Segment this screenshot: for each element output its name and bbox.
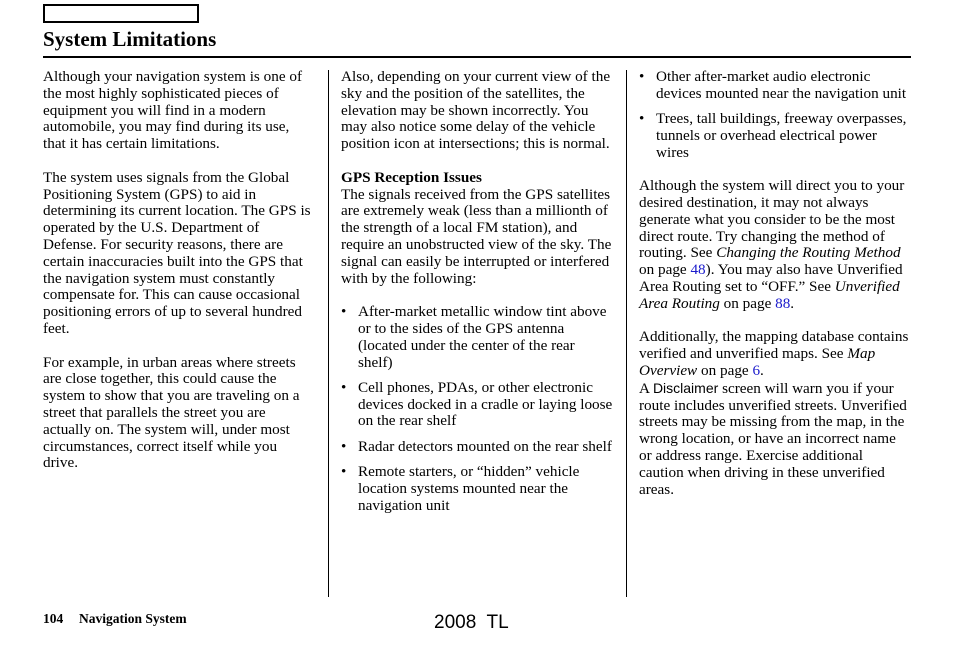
list-item: • Other after-market audio electronic devices mounted near the navigation unit — [639, 69, 911, 103]
text-run: . — [760, 362, 764, 380]
list-item: • Cell phones, PDAs, or other electronic devices docked in a cradle or laying loose on the rear shelf — [341, 380, 613, 430]
section-heading: GPS Reception Issues — [341, 168, 482, 186]
column-2 — [341, 69, 613, 531]
text-run: Although the system will direct you to your desired destination, it may not always generate what you consider to be the most direct route. Try changing the method of routing. See — [639, 177, 905, 262]
list-item: • Trees, tall buildings, freeway overpasses, tunnels or overhead electrical power wires — [639, 111, 911, 161]
routing-paragraph — [639, 178, 911, 312]
column-3 — [639, 69, 911, 498]
list-item: • Remote starters, or “hidden” vehicle location systems mounted near the navigation unit — [341, 464, 613, 514]
text-run: . — [790, 294, 795, 312]
reference-title: Map Overview — [639, 345, 876, 380]
title-rule — [43, 56, 911, 58]
page-link-88[interactable]: 88 — [775, 294, 791, 312]
intro-paragraph: Although your navigation system is one of the most highly sophisticated pieces of equipment you will find in a modern automobile, you may find during its use, that it has certain limitations. — [43, 68, 303, 153]
list-item: • After-market metallic window tint above or to the sides of the GPS antenna (located under the center of the rear shelf) — [341, 304, 613, 371]
urban-paragraph: For example, in urban areas where streets are close together, this could cause the system to show that you are traveling on a street that parallels the street you are actually on. The system will, under most circumstances, correct itself while you drive. — [43, 353, 300, 472]
column-1 — [43, 69, 315, 489]
page-link-6[interactable]: 6 — [752, 362, 761, 380]
page-link-48[interactable]: 48 — [690, 261, 706, 279]
footer-section-name: Navigation System — [79, 611, 187, 626]
screen-name: Disclaimer — [652, 379, 719, 396]
gps-paragraph: The system uses signals from the Global Positioning System (GPS) to aid in determining its current location. The GPS is operated by the U.S. Department of Defense. For security reasons, there are certain inaccuracies built into the GPS that the navigation system must constantly compensate for. This can cause occasional positioning errors of up to several hundred feet. — [43, 168, 311, 337]
reception-paragraph: The signals received from the GPS satellites are extremely weak (less than a millionth of the strength of a local FM station), and require an unobstructed view of the sky. The signal can easily be interrupted or interfered with by the following: — [341, 185, 612, 287]
text-run: A — [639, 379, 653, 397]
text-run: on page — [639, 261, 691, 279]
footer-model: 2008 TL — [434, 612, 509, 633]
reference-title: Changing the Routing Method — [716, 244, 901, 262]
header-tab-box — [43, 4, 199, 23]
elevation-paragraph: Also, depending on your current view of the sky and the position of the satellites, the elevation may be shown incorrectly. You may also notice some delay of the vehicle position icon at intersections; this is normal. — [341, 68, 611, 153]
text-run: on page — [719, 294, 776, 312]
page-number: 104 — [43, 611, 64, 626]
column-divider-1 — [328, 70, 329, 597]
text-run: Additionally, the mapping database contains verified and unverified maps. See — [639, 328, 909, 363]
list-item: • Radar detectors mounted on the rear shelf — [341, 439, 613, 456]
column-divider-2 — [626, 70, 627, 597]
reference-title: Unverified Area Routing — [639, 278, 900, 312]
database-paragraph — [639, 329, 911, 498]
text-run: on page — [697, 362, 753, 380]
text-run: screen will warn you if your route includes unverified streets. Unverified streets may be missing from the map, in the wrong location, or have an incorrect name or address range. Exercise additional caution when driving in these unverified areas. — [639, 379, 907, 498]
interference-list-continued — [639, 69, 911, 161]
interference-list — [341, 304, 613, 514]
text-run: ). You may also have Unverified Area Routing set to “OFF.” See — [639, 261, 903, 296]
page-title: System Limitations — [43, 27, 217, 51]
